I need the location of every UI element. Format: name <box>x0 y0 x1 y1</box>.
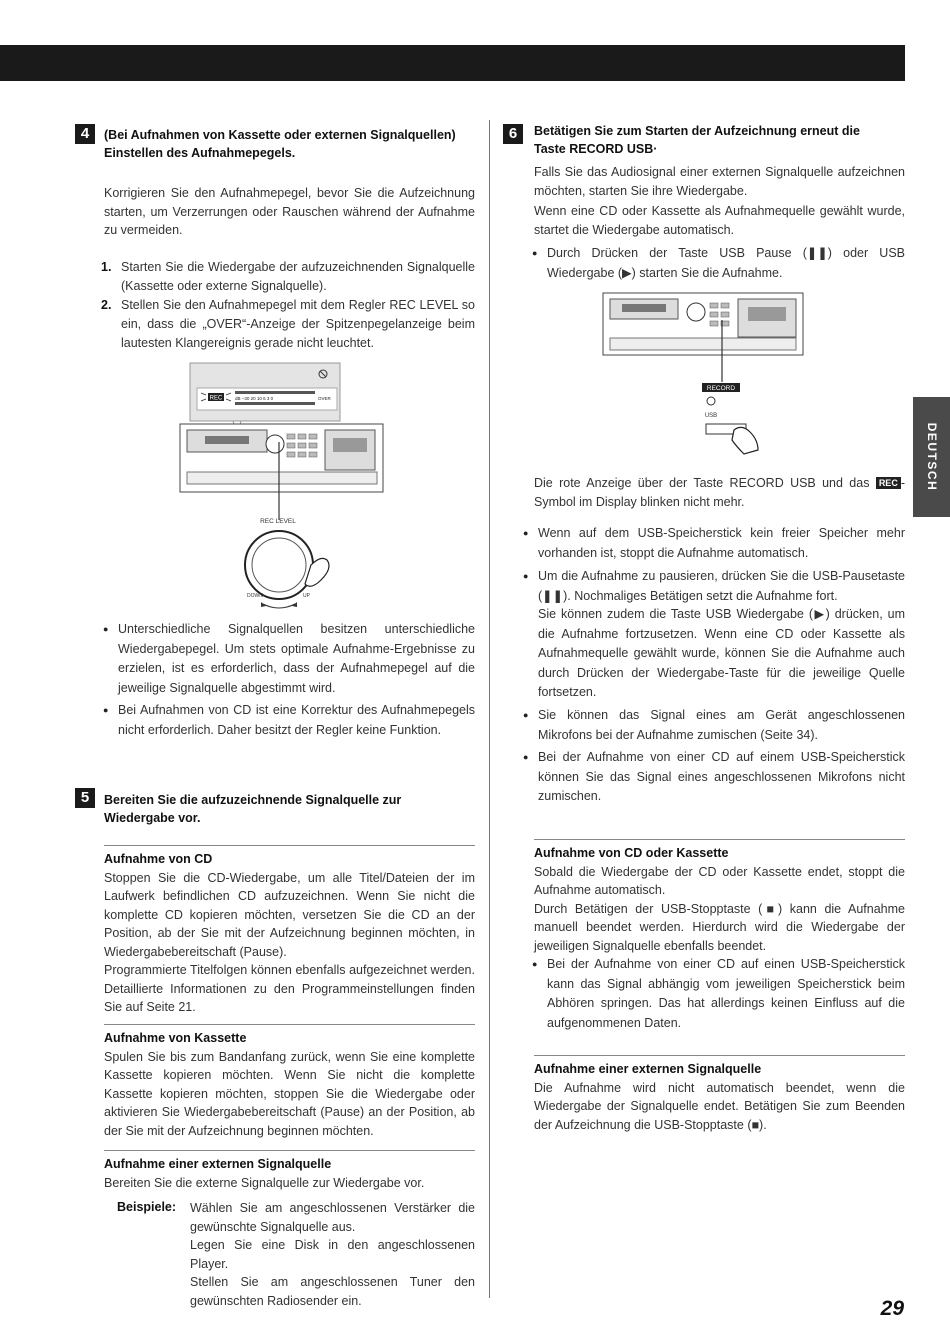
step4-heading <box>104 126 479 162</box>
after-figure-text: Die rote Anzeige über der Taste RECORD USB und das <box>534 476 870 490</box>
example-item: Wählen Sie am angeschlossenen Verstärker die gewünschte Signalquelle aus. <box>190 1201 475 1234</box>
step6-bullet-3: ● Um die Aufnahme zu pausieren, drücken Sie die USB-Pausetaste (❚❚). Nochmaliges Betätigen setzt die Aufnahme fort. <box>538 567 905 606</box>
section-rule <box>104 845 475 846</box>
usb-label: USB <box>704 413 718 419</box>
rotate-arrow-icon <box>263 604 295 608</box>
step6-heading-line2: Taste RECORD USB· <box>534 142 658 156</box>
rec-symbol: REC <box>876 477 901 489</box>
step4-bullet-2: ● Bei Aufnahmen von CD ist eine Korrektur des Aufnahmepegels nicht erforderlich. Daher besitzt der Regler keine Funktion. <box>118 701 475 740</box>
header-bar <box>0 45 905 81</box>
step6-bullet-1: ● Durch Drücken der Taste USB Pause (❚❚) oder USB Wiedergabe (▶) starten Sie die Aufnahme. <box>547 244 905 283</box>
examples-label: Beispiele: <box>117 1200 177 1214</box>
item-number: 2. <box>101 298 112 312</box>
section-rule <box>534 1055 905 1056</box>
section-title: Aufnahme einer externen Signalquelle <box>104 1157 332 1171</box>
step6-bullet-3-continued: Sie können zudem die Taste USB Wiedergabe (▶) drücken, um die Aufnahme fortzusetzen. Wenn eine CD oder Kassette als Aufnahmequelle gewählt wurde, können Sie die Aufnahme auch durch Drücken der Wiedergabe-Taste für die jeweilige Quelle fortsetzen. <box>538 607 905 699</box>
section-rule <box>104 1024 475 1025</box>
examples-list <box>190 1199 475 1310</box>
section-rule <box>104 1150 475 1151</box>
section-external-right <box>534 1060 905 1134</box>
step6-para-2: Wenn eine CD oder Kassette als Aufnahmequelle gewählt wurde, startet die Wiedergabe automatisch. <box>534 204 905 237</box>
over-indicator: OVER <box>318 396 331 401</box>
section-text: Bereiten Sie die externe Signalquelle zur Wiedergabe vor. <box>104 1175 425 1190</box>
after-figure-text-2: -Symbol im Display blinken nicht mehr. <box>534 476 905 509</box>
step6-bullet-5: ● Bei der Aufnahme von einer CD auf einem USB-Speicherstick können Sie das Signal eines angeschlossenen Mikrofons nicht zumischen. <box>538 748 905 807</box>
column-divider <box>489 120 490 1298</box>
item-text: Starten Sie die Wiedergabe der aufzuzeichnenden Signalquelle (Kassette oder externe Signalquelle). <box>121 260 475 293</box>
section-text: Stoppen Sie die CD-Wiedergabe, um alle Titel/Dateien der im Laufwerk befindlichen CD aufzuzeichnen. Wenn Sie nicht die komplette CD kopieren möchten, versetzen Sie die CD an der Position, ab der Sie mit der Aufzeichnung beginnen möchten, in Wiedergabebereitschaft (Pause). <box>104 870 475 959</box>
step6-para-1: Falls Sie das Audiosignal einer externen Signalquelle aufzeichnen möchten, starten Sie ihre Wiedergabe. <box>534 165 905 198</box>
section-title: Aufnahme von CD <box>104 852 213 866</box>
language-tab-label: DEUTSCH <box>924 422 939 492</box>
step4-heading-line1: (Bei Aufnahmen von Kassette oder externen Signalquellen) <box>104 128 456 142</box>
record-indicator-led <box>707 397 715 405</box>
step-number-6: 6 <box>503 124 523 144</box>
language-tab <box>913 397 950 517</box>
page-number: 29 <box>880 1297 904 1320</box>
step4-intro: Korrigieren Sie den Aufnahmepegel, bevor Sie die Aufzeichnung starten, um Verzerrungen oder Rauschen während der Aufnahme zu vermeiden. <box>104 186 475 237</box>
section-cd-cassette-bullet: ● Bei der Aufnahme von einer CD auf einen USB-Speicherstick kann das Signal abhängig vom jeweiligen Speicherstick beim Abhören springen. Das hat allerdings keinen Einfluss auf die aufgenommenen Daten. <box>547 955 905 1033</box>
section-title: Aufnahme von CD oder Kassette <box>534 846 729 860</box>
example-item: Stellen Sie am angeschlossenen Tuner den gewünschten Radiosender ein. <box>190 1275 475 1308</box>
section-text: Spulen Sie bis zum Bandanfang zurück, wenn Sie eine komplette Kassette kopieren möchten. Wenn Sie nicht die komplette Kassette kopieren möchten, stoppen Sie die Wiedergabe oder aktivieren Sie Wiedergabebereitschaft (Pause) an der Position, ab der Sie mit der Aufzeichnung beginnen möchten. <box>104 1049 475 1138</box>
step-number-5: 5 <box>75 788 95 808</box>
record-label: RECORD <box>706 385 736 392</box>
section-cassette <box>104 1029 475 1140</box>
step6-bullet-4: ● Sie können das Signal eines am Gerät angeschlossenen Mikrofons bei der Aufnahme zumischen (Seite 34). <box>538 706 905 745</box>
section-text-2: Programmierte Titelfolgen können ebenfalls aufgezeichnet werden. Detaillierte Informationen zu den Programmeinstellungen finden Sie auf Seite 21. <box>104 963 475 1014</box>
step4-bullet-1: ● Unterschiedliche Signalquellen besitzen unterschiedliche Wiedergabepegel. Um stets optimale Aufnahme-Ergebnisse zu erzielen, ist es erforderlich, dass der Aufnahmepegel auf die jeweilige Signalquelle abgestimmt wird. <box>118 620 475 698</box>
step6-heading-line1: Betätigen Sie zum Starten der Aufzeichnung erneut die <box>534 124 860 138</box>
meter-scale: dB −30 20 10 6 3 0 <box>235 396 274 401</box>
hand-icon <box>732 427 758 454</box>
rec-level-illustration <box>175 360 435 615</box>
step6-after-figure <box>534 474 905 511</box>
step6-heading <box>534 122 905 158</box>
section-text: Die Aufnahme wird nicht automatisch beendet, wenn die Wiedergabe der Signalquelle endet. Betätigen Sie zum Beenden der Aufzeichnung die USB-Stopptaste (■). <box>534 1080 905 1132</box>
section-title: Aufnahme einer externen Signalquelle <box>534 1062 762 1076</box>
step-number-4: 4 <box>75 124 95 144</box>
item-number: 1. <box>101 260 112 274</box>
section-text-2: Durch Betätigen der USB-Stopptaste (■) kann die Aufnahme manuell beendet werden. Hierdurch wird die Wiedergabe der jeweiligen Signalquelle ebenfalls beendet. <box>534 901 905 953</box>
step4-heading-line2: Einstellen des Aufnahmepegels. <box>104 146 296 160</box>
rec-badge-label: REC <box>209 395 223 402</box>
section-rule <box>534 839 905 840</box>
up-label: UP <box>303 593 310 599</box>
section-title: Aufnahme von Kassette <box>104 1031 247 1045</box>
rec-level-label: REC LEVEL <box>260 518 296 525</box>
step4-item-2 <box>101 296 475 353</box>
section-cd-cassette <box>534 844 905 955</box>
down-label: DOWN <box>247 593 263 599</box>
example-item: Legen Sie eine Disk in den angeschlossenen Player. <box>190 1238 475 1271</box>
section-text: Sobald die Wiedergabe der CD oder Kassette endet, stoppt die Aufnahme automatisch. <box>534 864 905 897</box>
step4-item-1 <box>101 258 475 296</box>
item-text: Stellen Sie den Aufnahmepegel mit dem Regler REC LEVEL so ein, dass die „OVER“-Anzeige der Spitzenpegelanzeige beim lautesten Klangereignis gerade nicht leuchtet. <box>121 298 475 350</box>
section-cd <box>104 850 475 1017</box>
record-usb-illustration <box>600 290 810 460</box>
step6-bullet-2: ● Wenn auf dem USB-Speicherstick kein freier Speicher mehr vorhanden ist, stoppt die Aufnahme automatisch. <box>538 524 905 563</box>
section-external <box>104 1155 475 1192</box>
step5-heading: Bereiten Sie die aufzuzeichnende Signalquelle zur Wiedergabe vor. <box>104 793 402 825</box>
